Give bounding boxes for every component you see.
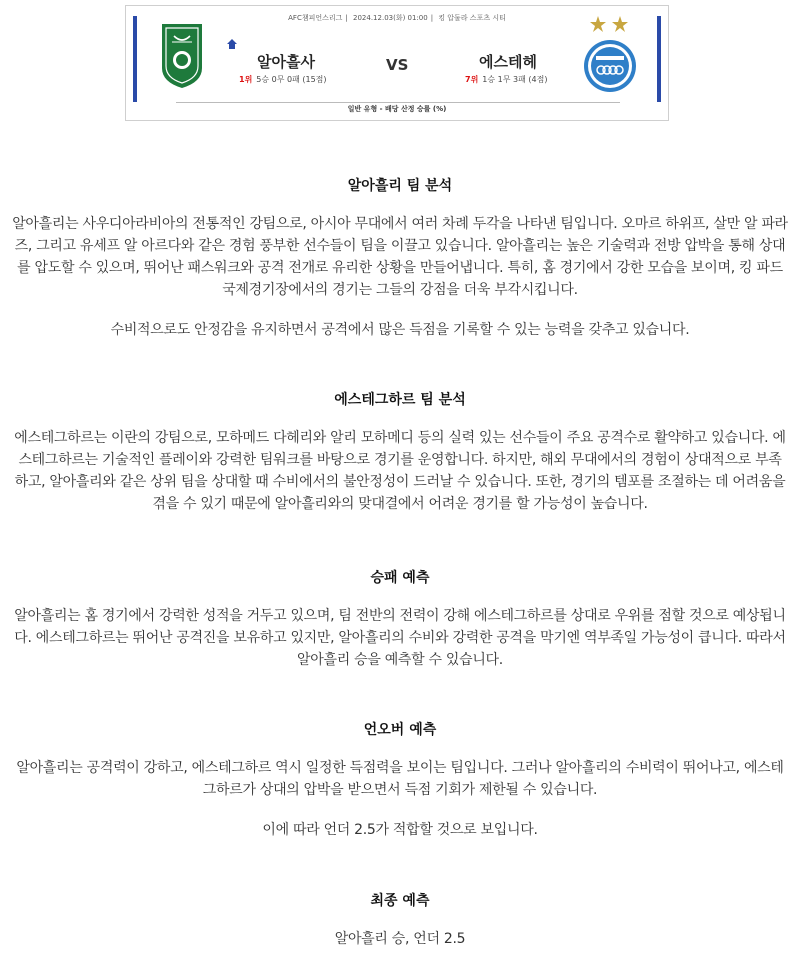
- away-team-rank: 7위: [465, 75, 479, 84]
- section-title: 알아흘리 팀 분석: [347, 178, 453, 194]
- odds-caption: 일반 유형 - 배당 산정 승률 (%): [347, 105, 447, 113]
- section-final-prediction: [0, 890, 800, 950]
- away-team-stats: 1승 1무 3패 (4점): [482, 75, 548, 84]
- section-paragraph: 알아흘리는 홈 경기에서 강력한 성적을 거두고 있으며, 팀 전반의 전력이 강해 에스테그하르를 상대로 우위를 점할 것으로 예상됩니다. 에스테그하르는 뛰어난 공격진을 보유하고 있지만, 알아흘리의 수비와 강력한 공격을 막기엔 역부족일 가능성이 큽니다. 따라서 알아흘리 승을 예측할 수 있습니다.: [14, 608, 786, 668]
- home-team-name: 알아흘사: [257, 53, 315, 71]
- section-paragraph: 이에 따라 언더 2.5가 적합할 것으로 보입니다.: [262, 822, 538, 838]
- home-icon: [226, 35, 238, 47]
- home-accent-bar: [133, 16, 137, 102]
- section-home-analysis: [0, 175, 800, 341]
- section-paragraph: 수비적으로도 안정감을 유지하면서 공격에서 많은 득점을 기록할 수 있는 능력을 갖추고 있습니다.: [110, 322, 690, 338]
- home-team-rank: 1위: [239, 75, 253, 84]
- match-datetime: 2024.12.03(화) 01:00: [353, 14, 428, 22]
- section-title: 에스테그하르 팀 분석: [334, 392, 466, 408]
- away-accent-bar: [657, 16, 661, 102]
- section-paragraph: 알아흘리 승, 언더 2.5: [334, 931, 466, 947]
- section-title: 최종 예측: [370, 893, 430, 909]
- league-label: AFC챔피언스리그: [288, 14, 343, 22]
- away-team-crest: [580, 14, 640, 98]
- match-card: [125, 5, 669, 121]
- home-team-record: [239, 74, 327, 85]
- section-win-prediction: [0, 567, 800, 671]
- away-team-record: [465, 74, 547, 85]
- section-paragraph: 에스테그하르는 이란의 강팀으로, 모하메드 다헤리와 알리 모하메디 등의 실력 있는 선수들이 주요 공격수로 활약하고 있습니다. 에스테그하르는 기술적인 플레이와 강력한 팀워크를 바탕으로 경기를 운영합니다. 하지만, 해외 무대에서의 경험이 상대적으로 부족하고, 알아흘리와 같은 상위 팀을 상대할 때 수비에서의 불안정성이 드러날 수 있습니다. 또한, 경기의 템포를 조절하는 데 어려움을 겪을 수 있기 때문에 알아흘리와의 맞대결에서 어려운 경기를 할 가능성이 높습니다.: [14, 430, 786, 512]
- card-divider: [176, 102, 620, 103]
- match-venue: 킹 압둘라 스포츠 시티: [438, 14, 506, 22]
- section-paragraph: 알아흘리는 사우디아라비아의 전통적인 강팀으로, 아시아 무대에서 여러 차례 두각을 나타낸 팀입니다. 오마르 하위프, 살만 알 파라즈, 그리고 유세프 알 아르다와 같은 경험 풍부한 선수들이 팀을 이끌고 있습니다. 알아흘리는 높은 기술력과 전방 압박을 통해 상대를 압도할 수 있으며, 뛰어난 패스워크와 공격 전개로 유리한 상황을 만들어냅니다. 특히, 홈 경기에서 강한 모습을 보이며, 킹 파드 국제경기장에서의 경기는 그들의 강점을 더욱 부각시킵니다.: [12, 216, 788, 298]
- away-team-name: 에스테헤: [479, 53, 537, 71]
- section-away-analysis: [0, 389, 800, 515]
- section-title: 언오버 예측: [363, 722, 437, 738]
- section-title: 승패 예측: [370, 570, 430, 586]
- match-meta: AFC챔피언스리그 | 2024.12.03(화) 01:00 | 킹 압둘라 스포츠 시티: [288, 14, 506, 22]
- section-paragraph: 알아흘리는 공격력이 강하고, 에스테그하르 역시 일정한 득점력을 보이는 팀입니다. 그러나 알아흘리의 수비력이 뛰어나고, 에스테그하르가 상대의 압박을 받으면서 득점 기회가 제한될 수 있습니다.: [16, 760, 784, 798]
- home-team-stats: 5승 0무 0패 (15점): [256, 75, 327, 84]
- vs-label: VS: [386, 56, 409, 74]
- section-over-under-prediction: [0, 719, 800, 841]
- home-team-crest: [160, 20, 204, 94]
